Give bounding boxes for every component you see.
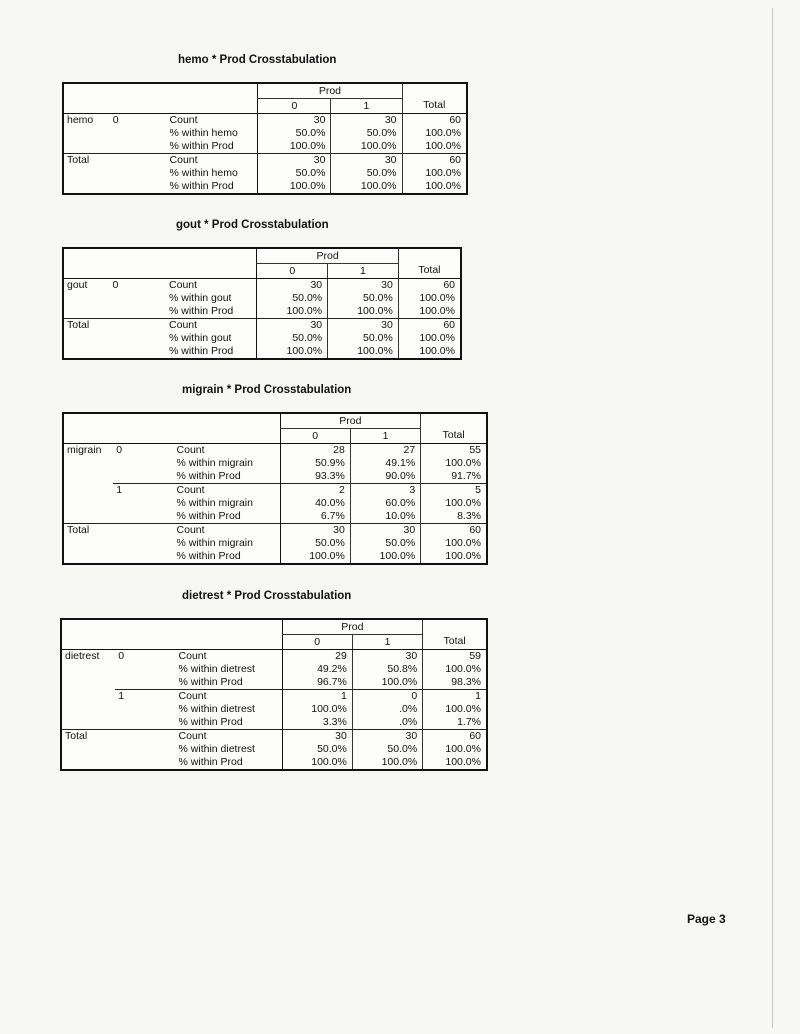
cell-value-1: 0 (352, 690, 422, 704)
cell-value-1: 27 (350, 444, 420, 458)
cell-value-0: 100.0% (258, 140, 331, 154)
table-row (61, 730, 487, 744)
cell-value-1: 50.0% (331, 167, 402, 180)
cell-value-total: 98.3% (423, 676, 487, 690)
cell-value-0: 50.0% (280, 537, 350, 550)
cell-value-total: 100.0% (402, 167, 467, 180)
cell-value-0: 100.0% (257, 345, 328, 359)
header-blank (63, 83, 258, 99)
statistic-label: Count (167, 114, 258, 128)
cell-value-1: 100.0% (328, 345, 399, 359)
row-value-label: 0 (113, 444, 173, 484)
cell-value-total: 8.3% (421, 510, 487, 524)
cell-value-total: 100.0% (423, 663, 487, 676)
cell-value-total: 100.0% (402, 140, 467, 154)
cell-value-1: .0% (352, 703, 422, 716)
migrain-crosstab-title: migrain * Prod Crosstabulation (182, 384, 352, 396)
statistic-label: % within Prod (176, 510, 241, 522)
cell-value-1: 50.0% (328, 332, 399, 345)
statistic-label: % within gout (169, 292, 232, 304)
page-edge-line (772, 8, 773, 1028)
statistic-label: Count (176, 730, 283, 744)
statistic-label: % within Prod (178, 676, 243, 688)
table-row (63, 484, 487, 498)
cell-value-1: 100.0% (350, 550, 420, 564)
cell-value-1: 100.0% (328, 305, 399, 319)
cell-value-total: 1.7% (423, 716, 487, 730)
row-value-label: 0 (110, 114, 167, 154)
cell-value-1: 30 (331, 114, 402, 128)
column-header: 0 (258, 99, 331, 114)
row-value-label (115, 730, 175, 771)
table-row (63, 279, 461, 293)
cell-value-0: 2 (280, 484, 350, 498)
total-header: Total (402, 99, 467, 114)
statistic-label: % within hemo (169, 127, 238, 139)
dietrest-crosstab-title: dietrest * Prod Crosstabulation (182, 590, 352, 602)
statistic-label: % within Prod (169, 140, 234, 152)
header-blank (423, 619, 487, 635)
header-row (63, 429, 487, 444)
statistic-label: Count (166, 319, 257, 333)
cell-value-1: 50.8% (352, 663, 422, 676)
statistic-label: % within migrain (176, 497, 253, 509)
cell-value-total: 100.0% (421, 497, 487, 510)
statistic-label: % within dietrest (178, 663, 255, 675)
cell-value-total: 100.0% (421, 537, 487, 550)
header-blank (63, 429, 280, 444)
cell-value-0: 100.0% (257, 305, 328, 319)
header-row (63, 264, 461, 279)
cell-value-total: 100.0% (421, 457, 487, 470)
cell-value-0: 40.0% (280, 497, 350, 510)
page-number: Page 3 (687, 912, 726, 926)
statistic-label: % within dietrest (178, 743, 255, 755)
header-row (63, 413, 487, 429)
cell-value-total: 100.0% (421, 550, 487, 564)
header-row (61, 619, 487, 635)
cell-value-1: 49.1% (350, 457, 420, 470)
table-row (63, 319, 461, 333)
row-value-label: 1 (113, 484, 173, 524)
cell-value-1: 50.0% (331, 127, 402, 140)
row-variable-label: Total (61, 730, 115, 771)
cell-value-1: 30 (328, 319, 399, 333)
cell-value-total: 100.0% (398, 345, 461, 359)
header-blank (402, 83, 467, 99)
cell-value-total: 60 (398, 319, 461, 333)
cell-value-0: 50.0% (258, 167, 331, 180)
cell-value-1: 30 (350, 524, 420, 538)
row-variable-label: migrain (63, 444, 113, 484)
cell-value-0: 50.9% (280, 457, 350, 470)
table-row (61, 650, 487, 664)
statistic-label: Count (176, 690, 283, 704)
cell-value-total: 100.0% (398, 305, 461, 319)
cell-value-1: 100.0% (331, 180, 402, 194)
total-header: Total (421, 429, 487, 444)
cell-value-1: 100.0% (352, 756, 422, 770)
cell-value-1: 30 (328, 279, 399, 293)
row-variable-label: Total (63, 524, 113, 565)
column-header: 1 (350, 429, 420, 444)
cell-value-0: 30 (282, 730, 352, 744)
cell-value-0: 28 (280, 444, 350, 458)
header-blank (63, 413, 280, 429)
cell-value-0: 30 (258, 114, 331, 128)
header-blank (61, 619, 282, 635)
header-blank (63, 264, 257, 279)
header-row (63, 99, 467, 114)
table-row (63, 444, 487, 458)
total-header: Total (398, 264, 461, 279)
column-header: 0 (282, 635, 352, 650)
cell-value-total: 1 (423, 690, 487, 704)
cell-value-0: 93.3% (280, 470, 350, 484)
cell-value-1: 100.0% (352, 676, 422, 690)
statistic-label: % within Prod (178, 756, 243, 768)
gout-crosstab-title: gout * Prod Crosstabulation (176, 219, 329, 231)
header-blank (61, 635, 282, 650)
cell-value-1: 3 (350, 484, 420, 498)
column-header: 1 (331, 99, 402, 114)
dietrest-crosstab-table (60, 618, 488, 771)
row-value-label: 1 (115, 690, 175, 730)
statistic-label: Count (174, 444, 281, 458)
column-group-label: Prod (280, 413, 421, 429)
table-row (63, 114, 467, 128)
statistic-label: Count (166, 279, 257, 293)
hemo-crosstab-table (62, 82, 468, 195)
row-value-label (110, 154, 167, 195)
cell-value-0: 96.7% (282, 676, 352, 690)
cell-value-0: 50.0% (282, 743, 352, 756)
statistic-label: % within Prod (169, 345, 234, 357)
column-header: 0 (257, 264, 328, 279)
hemo-crosstab-title: hemo * Prod Crosstabulation (178, 54, 337, 66)
cell-value-total: 100.0% (398, 292, 461, 305)
statistic-label: Count (174, 484, 281, 498)
header-blank (398, 248, 461, 264)
row-variable-label (63, 484, 113, 524)
cell-value-0: 100.0% (282, 756, 352, 770)
cell-value-1: 50.0% (352, 743, 422, 756)
table-row (61, 690, 487, 704)
header-blank (421, 413, 487, 429)
statistic-label: % within Prod (176, 550, 241, 562)
row-variable-label: Total (63, 154, 110, 195)
cell-value-total: 60 (421, 524, 487, 538)
cell-value-total: 59 (423, 650, 487, 664)
cell-value-total: 100.0% (398, 332, 461, 345)
statistic-label: % within migrain (176, 457, 253, 469)
header-row (63, 83, 467, 99)
gout-crosstab-table (62, 247, 462, 360)
row-variable-label (61, 690, 115, 730)
header-blank (63, 248, 257, 264)
cell-value-total: 100.0% (423, 703, 487, 716)
cell-value-total: 60 (402, 114, 467, 128)
column-group-label: Prod (257, 248, 398, 264)
total-header: Total (423, 635, 487, 650)
cell-value-total: 100.0% (423, 743, 487, 756)
statistic-label: % within Prod (176, 470, 241, 482)
cell-value-total: 55 (421, 444, 487, 458)
cell-value-1: 90.0% (350, 470, 420, 484)
cell-value-0: 30 (257, 319, 328, 333)
row-variable-label: gout (63, 279, 109, 319)
row-value-label: 0 (115, 650, 175, 690)
column-header: 1 (328, 264, 399, 279)
column-header: 1 (352, 635, 422, 650)
cell-value-0: 100.0% (258, 180, 331, 194)
cell-value-1: 50.0% (328, 292, 399, 305)
statistic-label: % within dietrest (178, 703, 255, 715)
cell-value-total: 100.0% (402, 180, 467, 194)
cell-value-0: 30 (257, 279, 328, 293)
cell-value-0: 29 (282, 650, 352, 664)
migrain-crosstab-table (62, 412, 488, 565)
cell-value-total: 100.0% (402, 127, 467, 140)
cell-value-total: 60 (423, 730, 487, 744)
statistic-label: Count (167, 154, 258, 168)
cell-value-1: 30 (352, 650, 422, 664)
statistic-label: Count (176, 650, 283, 664)
statistic-label: % within gout (169, 332, 232, 344)
cell-value-total: 60 (402, 154, 467, 168)
cell-value-1: 30 (331, 154, 402, 168)
header-row (63, 248, 461, 264)
row-value-label (109, 319, 166, 360)
column-group-label: Prod (282, 619, 423, 635)
header-blank (63, 99, 258, 114)
cell-value-total: 60 (398, 279, 461, 293)
cell-value-1: 30 (352, 730, 422, 744)
statistic-label: % within Prod (169, 180, 234, 192)
table-row (63, 524, 487, 538)
cell-value-0: 30 (258, 154, 331, 168)
cell-value-0: 6.7% (280, 510, 350, 524)
cell-value-0: 50.0% (257, 292, 328, 305)
cell-value-0: 50.0% (258, 127, 331, 140)
statistic-label: % within migrain (176, 537, 253, 549)
cell-value-1: 100.0% (331, 140, 402, 154)
cell-value-1: 10.0% (350, 510, 420, 524)
row-value-label (113, 524, 173, 565)
cell-value-0: 1 (282, 690, 352, 704)
row-variable-label: dietrest (61, 650, 115, 690)
cell-value-0: 30 (280, 524, 350, 538)
cell-value-total: 100.0% (423, 756, 487, 770)
statistic-label: Count (174, 524, 281, 538)
header-row (61, 635, 487, 650)
cell-value-0: 50.0% (257, 332, 328, 345)
cell-value-0: 100.0% (282, 703, 352, 716)
cell-value-0: 3.3% (282, 716, 352, 730)
cell-value-1: .0% (352, 716, 422, 730)
row-value-label: 0 (109, 279, 166, 319)
statistic-label: % within Prod (169, 305, 234, 317)
statistic-label: % within hemo (169, 167, 238, 179)
column-group-label: Prod (258, 83, 402, 99)
cell-value-0: 49.2% (282, 663, 352, 676)
statistic-label: % within Prod (178, 716, 243, 728)
row-variable-label: Total (63, 319, 109, 360)
column-header: 0 (280, 429, 350, 444)
row-variable-label: hemo (63, 114, 110, 154)
cell-value-1: 60.0% (350, 497, 420, 510)
cell-value-0: 100.0% (280, 550, 350, 564)
cell-value-total: 91.7% (421, 470, 487, 484)
cell-value-1: 50.0% (350, 537, 420, 550)
table-row (63, 154, 467, 168)
cell-value-total: 5 (421, 484, 487, 498)
